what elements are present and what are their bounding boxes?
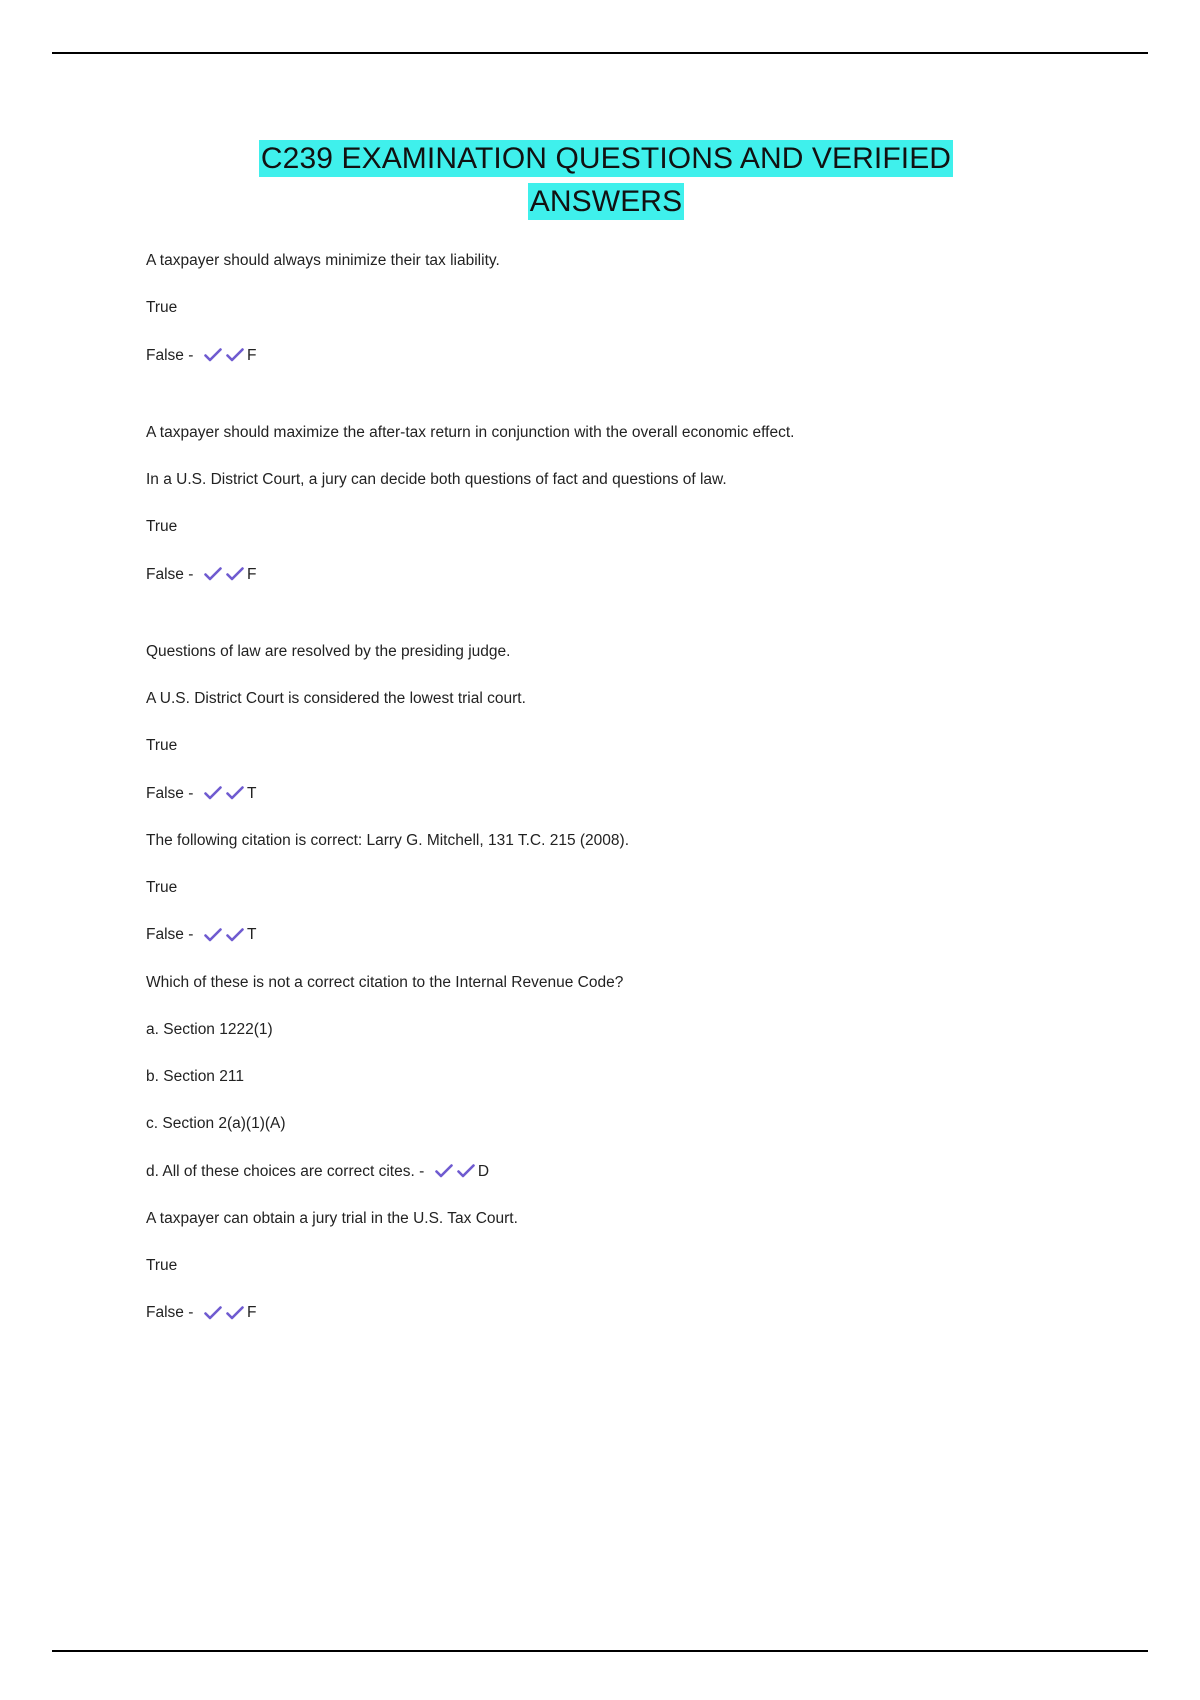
answer-letter: F — [246, 346, 257, 364]
question-block — [146, 971, 1066, 1183]
checkmark-icon — [224, 1305, 246, 1321]
answer-lead: False - — [146, 346, 202, 364]
question-text: A taxpayer should always minimize their tax liability. — [146, 252, 500, 270]
answer-row — [146, 923, 1066, 946]
answer-row — [146, 344, 1066, 367]
checkmark-icon — [224, 347, 246, 363]
option-text: True — [146, 879, 178, 897]
checkmark-icon — [202, 566, 224, 582]
answer-row — [146, 563, 1066, 586]
page-bottom-rule — [52, 1650, 1148, 1652]
question-text: The following citation is correct: Larry G. Mitchell, 131 T.C. 215 (2008). — [146, 831, 630, 849]
option-text: True — [146, 518, 178, 536]
question-block — [146, 640, 1066, 805]
question-block — [146, 829, 1066, 947]
answer-letter: F — [246, 1304, 257, 1322]
answer-lead: False - — [146, 926, 202, 944]
checkmark-icon — [455, 1163, 477, 1179]
option-text: b. Section 211 — [146, 1068, 244, 1086]
question-text: A U.S. District Court is considered the lowest trial court. — [146, 690, 526, 708]
option-text: True — [146, 737, 178, 755]
page-top-rule — [52, 52, 1148, 54]
checkmark-icon — [224, 566, 246, 582]
checkmark-icon — [202, 927, 224, 943]
answer-letter: T — [246, 784, 257, 802]
option-text: True — [146, 299, 178, 317]
question-block — [146, 249, 1066, 367]
question-text: A taxpayer should maximize the after-tax return in conjunction with the overall economic effect. — [146, 423, 795, 441]
answer-lead: False - — [146, 784, 202, 802]
question-text: Which of these is not a correct citation to the Internal Revenue Code? — [146, 973, 624, 991]
checkmark-icon — [202, 785, 224, 801]
answer-row — [146, 1301, 1066, 1324]
checkmark-icon — [202, 347, 224, 363]
option-text: c. Section 2(a)(1)(A) — [146, 1115, 286, 1133]
answer-letter: D — [477, 1162, 490, 1180]
answer-letter: T — [246, 926, 257, 944]
checkmark-icon — [224, 785, 246, 801]
answer-lead: False - — [146, 1304, 202, 1322]
answer-lead: False - — [146, 565, 202, 583]
page-title — [146, 138, 1066, 223]
checkmark-icon — [433, 1163, 455, 1179]
question-text: A taxpayer can obtain a jury trial in the U.S. Tax Court. — [146, 1209, 518, 1227]
document-content — [146, 138, 1066, 1349]
answer-lead: d. All of these choices are correct cites. - — [146, 1162, 433, 1180]
question-block — [146, 1207, 1066, 1325]
option-text: a. Section 1222(1) — [146, 1020, 273, 1038]
answer-row — [146, 782, 1066, 805]
answer-letter: F — [246, 565, 257, 583]
page-title-line-1: C239 EXAMINATION QUESTIONS AND VERIFIED — [260, 142, 952, 175]
question-block — [146, 421, 1066, 586]
question-text: In a U.S. District Court, a jury can decide both questions of fact and questions of law. — [146, 471, 727, 489]
checkmark-icon — [224, 927, 246, 943]
question-text: Questions of law are resolved by the presiding judge. — [146, 642, 511, 660]
checkmark-icon — [202, 1305, 224, 1321]
option-text: True — [146, 1257, 178, 1275]
section-spacer — [146, 610, 1066, 640]
section-spacer — [146, 391, 1066, 421]
page-title-line-2: ANSWERS — [529, 184, 683, 218]
answer-row — [146, 1160, 1066, 1183]
